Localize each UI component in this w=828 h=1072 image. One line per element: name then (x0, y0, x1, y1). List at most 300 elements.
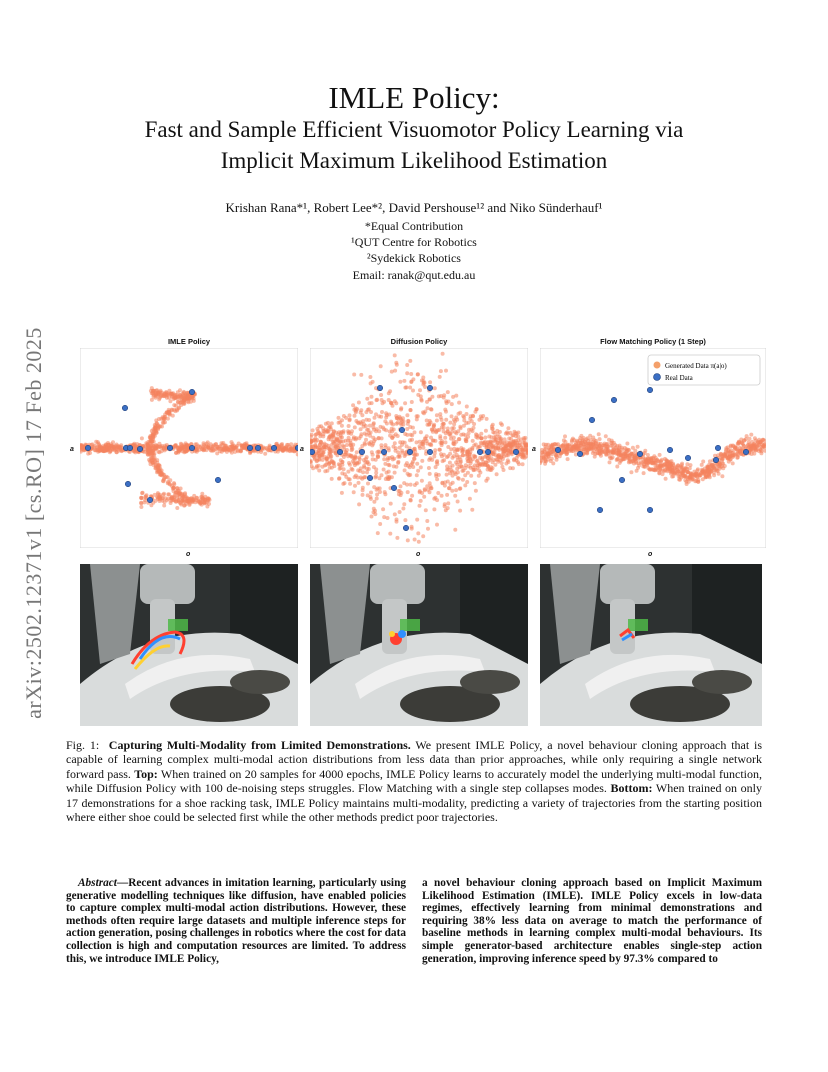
generated-point (440, 494, 444, 498)
generated-point (542, 455, 546, 459)
generated-point (380, 410, 384, 414)
generated-point (362, 458, 366, 462)
abstract-label: Abstract (78, 877, 117, 889)
generated-point (214, 447, 218, 451)
generated-point (602, 443, 606, 447)
real-point (127, 445, 132, 450)
real-point (189, 445, 194, 450)
generated-point (154, 499, 158, 503)
generated-point (330, 466, 334, 470)
generated-point (410, 438, 414, 442)
generated-point (462, 469, 466, 473)
generated-point (742, 438, 746, 442)
generated-point (139, 501, 143, 505)
generated-point (683, 478, 687, 482)
generated-point (162, 473, 166, 477)
generated-point (403, 401, 407, 405)
real-point (647, 387, 652, 392)
generated-point (448, 461, 452, 465)
caption-heading: Capturing Multi-Modality from Limited Demonstrations. (108, 738, 411, 752)
generated-point (311, 428, 315, 432)
generated-point (636, 445, 640, 449)
generated-point (347, 424, 351, 428)
generated-point (619, 458, 623, 462)
generated-point (168, 399, 172, 403)
generated-point (588, 442, 592, 446)
generated-point (350, 467, 354, 471)
generated-point (455, 455, 459, 459)
generated-point (448, 486, 452, 490)
generated-point (665, 462, 669, 466)
plot-title-diffusion: Diffusion Policy (390, 337, 448, 346)
generated-point (500, 423, 504, 427)
generated-point (396, 460, 400, 464)
arxiv-stamp[interactable]: arXiv:2502.12371v1 [cs.RO] 17 Feb 2025 (21, 327, 46, 719)
generated-point (671, 470, 675, 474)
generated-point (516, 460, 520, 464)
generated-point (442, 453, 446, 457)
generated-point (444, 418, 448, 422)
generated-point (375, 497, 379, 501)
generated-point (433, 386, 437, 390)
real-point (713, 457, 718, 462)
generated-point (419, 499, 423, 503)
generated-point (340, 491, 344, 495)
generated-point (453, 442, 457, 446)
generated-point (153, 460, 157, 464)
generated-point (215, 451, 219, 455)
generated-point (658, 453, 662, 457)
generated-point (485, 417, 489, 421)
generated-point (380, 473, 384, 477)
generated-point (446, 445, 450, 449)
generated-point (664, 477, 668, 481)
generated-point (508, 466, 512, 470)
generated-point (354, 456, 358, 460)
generated-point (411, 465, 415, 469)
real-point (215, 477, 220, 482)
generated-point (440, 418, 444, 422)
generated-point (348, 417, 352, 421)
generated-point (742, 444, 746, 448)
generated-point (432, 507, 436, 511)
generated-point (394, 432, 398, 436)
generated-point (633, 457, 637, 461)
generated-point (353, 484, 357, 488)
generated-point (368, 424, 372, 428)
generated-point (540, 450, 544, 454)
generated-point (393, 441, 397, 445)
generated-point (509, 450, 513, 454)
generated-point (386, 477, 390, 481)
generated-point (319, 440, 323, 444)
generated-point (332, 462, 336, 466)
generated-point (387, 413, 391, 417)
generated-point (446, 427, 450, 431)
generated-point (731, 451, 735, 455)
generated-point (506, 426, 510, 430)
generated-point (733, 445, 737, 449)
generated-point (446, 454, 450, 458)
generated-point (424, 437, 428, 441)
generated-point (156, 470, 160, 474)
generated-point (708, 470, 712, 474)
generated-point (235, 444, 239, 448)
generated-point (410, 525, 414, 529)
generated-point (149, 458, 153, 462)
generated-point (402, 419, 406, 423)
generated-point (468, 497, 472, 501)
generated-point (167, 482, 171, 486)
generated-point (475, 433, 479, 437)
generated-point (143, 498, 147, 502)
generated-point (427, 422, 431, 426)
generated-point (348, 413, 352, 417)
affiliation-equal: *Equal Contribution (364, 219, 464, 233)
generated-point (492, 435, 496, 439)
generated-point (551, 450, 555, 454)
generated-point (144, 494, 148, 498)
generated-point (403, 432, 407, 436)
generated-point (393, 512, 397, 516)
generated-point (384, 428, 388, 432)
paper-title: IMLE Policy: (328, 80, 500, 115)
generated-point (369, 410, 373, 414)
generated-point (337, 476, 341, 480)
generated-point (411, 460, 415, 464)
ylabel-imle: a (70, 446, 74, 453)
generated-point (365, 455, 369, 459)
generated-point (379, 425, 383, 429)
generated-point (643, 449, 647, 453)
generated-point (379, 393, 383, 397)
generated-point (179, 503, 183, 507)
generated-point (642, 471, 646, 475)
generated-point (450, 468, 454, 472)
generated-point (649, 458, 653, 462)
generated-point (178, 492, 182, 496)
generated-point (490, 427, 494, 431)
generated-point (387, 448, 391, 452)
generated-point (522, 436, 526, 440)
generated-point (426, 406, 430, 410)
plot-legend (648, 355, 760, 385)
generated-point (416, 373, 420, 377)
generated-point (148, 447, 152, 451)
generated-point (446, 390, 450, 394)
generated-point (355, 450, 359, 454)
generated-point (395, 536, 399, 540)
generated-point (736, 441, 740, 445)
generated-point (354, 419, 358, 423)
generated-point (343, 481, 347, 485)
generated-point (403, 468, 407, 472)
generated-point (406, 422, 410, 426)
generated-point (203, 445, 207, 449)
generated-point (220, 443, 224, 447)
generated-point (680, 465, 684, 469)
generated-point (383, 492, 387, 496)
generated-point (369, 497, 373, 501)
generated-point (438, 412, 442, 416)
generated-point (475, 459, 479, 463)
real-point (403, 525, 408, 530)
generated-point (607, 438, 611, 442)
generated-point (346, 470, 350, 474)
generated-point (435, 523, 439, 527)
legend-marker-real (654, 374, 661, 381)
generated-point (704, 474, 708, 478)
generated-point (368, 434, 372, 438)
generated-point (605, 444, 609, 448)
generated-point (555, 458, 559, 462)
generated-point (99, 446, 103, 450)
caption-top-label: Top: (134, 766, 158, 781)
generated-point (404, 451, 408, 455)
generated-point (488, 467, 492, 471)
generated-point (597, 432, 601, 436)
generated-point (341, 444, 345, 448)
real-point (137, 446, 142, 451)
generated-point (505, 444, 509, 448)
generated-point (348, 482, 352, 486)
generated-point (403, 386, 407, 390)
generated-point (289, 447, 293, 451)
generated-point (418, 444, 422, 448)
generated-point (604, 453, 608, 457)
generated-point (574, 441, 578, 445)
generated-point (718, 462, 722, 466)
generated-point (467, 464, 471, 468)
generated-point (493, 463, 497, 467)
real-point (295, 445, 298, 450)
generated-point (395, 363, 399, 367)
generated-point (444, 369, 448, 373)
generated-point (315, 466, 319, 470)
generated-point (644, 460, 648, 464)
generated-point (750, 440, 754, 444)
generated-point (438, 375, 442, 379)
generated-point (489, 439, 493, 443)
generated-point (319, 448, 323, 452)
generated-point (384, 446, 388, 450)
generated-point (162, 392, 166, 396)
generated-point (348, 439, 352, 443)
generated-point (415, 462, 419, 466)
generated-point (385, 422, 389, 426)
generated-point (433, 448, 437, 452)
real-point (407, 449, 412, 454)
generated-point (420, 399, 424, 403)
generated-point (195, 450, 199, 454)
generated-point (419, 465, 423, 469)
generated-point (547, 455, 551, 459)
generated-point (280, 446, 284, 450)
generated-point (467, 428, 471, 432)
generated-point (456, 448, 460, 452)
generated-point (428, 380, 432, 384)
generated-point (450, 414, 454, 418)
generated-point (425, 519, 429, 523)
generated-point (421, 376, 425, 380)
generated-point (676, 468, 680, 472)
real-point (577, 451, 582, 456)
generated-point (135, 442, 139, 446)
generated-point (643, 465, 647, 469)
generated-point (439, 369, 443, 373)
generated-point (399, 423, 403, 427)
generated-point (389, 502, 393, 506)
generated-point (717, 472, 721, 476)
generated-point (421, 442, 425, 446)
generated-point (183, 503, 187, 507)
generated-point (368, 375, 372, 379)
generated-point (410, 494, 414, 498)
generated-point (657, 471, 661, 475)
generated-point (382, 457, 386, 461)
generated-point (628, 453, 632, 457)
generated-point (465, 405, 469, 409)
generated-point (455, 463, 459, 467)
generated-point (690, 475, 694, 479)
generated-point (181, 392, 185, 396)
generated-point (245, 441, 249, 445)
generated-point (457, 401, 461, 405)
generated-point (392, 445, 396, 449)
real-point (667, 447, 672, 452)
generated-point (203, 498, 207, 502)
generated-point (410, 400, 414, 404)
generated-point (202, 448, 206, 452)
generated-point (268, 446, 272, 450)
generated-point (433, 428, 437, 432)
generated-point (444, 440, 448, 444)
generated-point (374, 467, 378, 471)
caption-bottom-label: Bottom: (610, 781, 653, 796)
generated-point (738, 449, 742, 453)
generated-point (479, 414, 483, 418)
generated-point (685, 482, 689, 486)
generated-point (466, 435, 470, 439)
generated-point (425, 442, 429, 446)
generated-point (428, 472, 432, 476)
generated-point (509, 437, 513, 441)
generated-point (111, 440, 115, 444)
generated-point (325, 460, 329, 464)
generated-point (167, 396, 171, 400)
generated-point (418, 504, 422, 508)
generated-point (432, 497, 436, 501)
generated-point (579, 441, 583, 445)
generated-point (326, 444, 330, 448)
generated-point (233, 450, 237, 454)
generated-point (420, 459, 424, 463)
generated-point (359, 427, 363, 431)
generated-point (477, 474, 481, 478)
generated-point (446, 506, 450, 510)
generated-point (375, 493, 379, 497)
plot-title-flow: Flow Matching Policy (1 Step) (600, 337, 706, 346)
generated-point (340, 435, 344, 439)
generated-point (90, 446, 94, 450)
generated-point (566, 457, 570, 461)
generated-point (554, 453, 558, 457)
caption-text-3: When trained on only 17 demonstrations for a shoe racking task, IMLE Policy maintains multi-modality, predicting a variety of trajectories from the starting position where either shoe could be selected first while the other methods predict poor trajectories. (66, 781, 762, 825)
generated-point (173, 396, 177, 400)
generated-point (466, 453, 470, 457)
generated-point (155, 421, 159, 425)
generated-point (486, 477, 490, 481)
generated-point (382, 515, 386, 519)
generated-point (615, 444, 619, 448)
generated-point (470, 508, 474, 512)
generated-point (311, 445, 315, 449)
generated-point (150, 433, 154, 437)
generated-point (694, 471, 698, 475)
real-point (359, 449, 364, 454)
generated-point (510, 433, 514, 437)
generated-point (342, 429, 346, 433)
generated-point (376, 455, 380, 459)
contact-email: Email: ranak@qut.edu.au (352, 268, 476, 282)
generated-point (553, 442, 557, 446)
generated-point (168, 412, 172, 416)
generated-point (321, 458, 325, 462)
generated-point (370, 401, 374, 405)
generated-point (399, 408, 403, 412)
generated-point (416, 531, 420, 535)
generated-point (232, 444, 236, 448)
real-point (167, 445, 172, 450)
generated-point (413, 483, 417, 487)
generated-point (374, 412, 378, 416)
generated-point (149, 441, 153, 445)
generated-point (371, 457, 375, 461)
caption-label: Fig. 1: (66, 738, 100, 752)
generated-point (561, 444, 565, 448)
abstract-left-column (66, 877, 406, 965)
generated-point (463, 473, 467, 477)
generated-point (453, 528, 457, 532)
real-point (367, 475, 372, 480)
generated-point (359, 466, 363, 470)
real-point (485, 449, 490, 454)
real-point (611, 397, 616, 402)
generated-point (705, 465, 709, 469)
generated-point (646, 453, 650, 457)
generated-point (722, 452, 726, 456)
generated-point (445, 464, 449, 468)
generated-point (372, 507, 376, 511)
xlabel-diffusion: o (416, 551, 421, 558)
real-point (255, 445, 260, 450)
generated-point (177, 449, 181, 453)
generated-point (686, 470, 690, 474)
generated-point (162, 447, 166, 451)
generated-point (332, 440, 336, 444)
generated-point (364, 410, 368, 414)
generated-point (427, 466, 431, 470)
generated-point (381, 401, 385, 405)
generated-point (461, 478, 465, 482)
generated-point (497, 441, 501, 445)
generated-point (284, 446, 288, 450)
real-point (189, 389, 194, 394)
generated-point (411, 389, 415, 393)
generated-point (429, 486, 433, 490)
generated-point (588, 434, 592, 438)
generated-point (313, 457, 317, 461)
